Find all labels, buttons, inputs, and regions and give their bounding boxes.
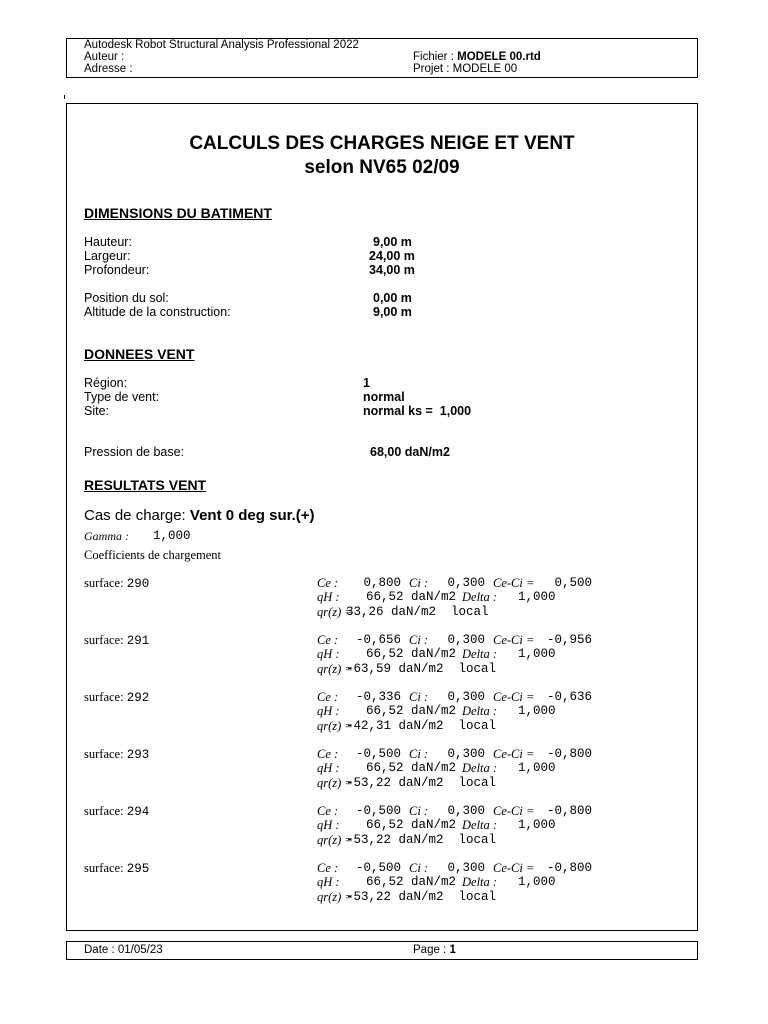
surface-291-ceci-label: Ce-Ci = bbox=[493, 633, 535, 647]
surface-292-ce-label: Ce : bbox=[317, 690, 339, 704]
surface-292-qrz-value: -42,31 daN/m2 local bbox=[346, 718, 497, 733]
gamma-value: 1,000 bbox=[153, 529, 191, 543]
software-name: Autodesk Robot Structural Analysis Professional 2022 bbox=[84, 39, 359, 51]
surface-label-text: surface: bbox=[84, 576, 124, 590]
surface-292-ceci-label: Ce-Ci = bbox=[493, 690, 535, 704]
surface-293-delta-label: Delta : bbox=[462, 761, 498, 776]
surface-290-qrz-value: 33,26 daN/m2 local bbox=[346, 604, 489, 619]
surface-295-ceci-label: Ce-Ci = bbox=[493, 861, 535, 875]
load-case bbox=[84, 507, 315, 524]
surface-295-delta-label: Delta : bbox=[462, 875, 498, 890]
surface-293-surface-label bbox=[84, 747, 149, 762]
surface-291-ceci-value: -0,956 bbox=[546, 633, 592, 647]
surface-290-ce-label: Ce : bbox=[317, 576, 339, 590]
gamma-label: Gamma : bbox=[84, 529, 129, 543]
report-footer bbox=[66, 941, 698, 960]
surface-id: 291 bbox=[126, 634, 150, 648]
surface-290-ci-value: 0,300 bbox=[447, 576, 485, 590]
depth-value: 34,00 m bbox=[369, 263, 415, 277]
wind-data-heading: DONNEES VENT bbox=[84, 346, 195, 362]
surface-293-qrz-value: -53,22 daN/m2 local bbox=[346, 775, 497, 790]
surface-290-ci-label: Ci : bbox=[409, 576, 429, 590]
surface-292-delta-value: 1,000 bbox=[518, 704, 556, 719]
surface-293-ce-label: Ce : bbox=[317, 747, 339, 761]
page-info bbox=[413, 944, 456, 956]
surface-293-delta-value: 1,000 bbox=[518, 761, 556, 776]
surface-290-qh-value: 66,52 daN/m2 bbox=[366, 590, 457, 605]
base-pressure-value: 68,00 daN/m2 bbox=[370, 445, 450, 459]
altitude-label: Altitude de la construction: bbox=[84, 305, 231, 319]
surface-290-delta-value: 1,000 bbox=[518, 590, 556, 605]
surface-292-ci-value: 0,300 bbox=[447, 690, 485, 704]
author-label: Auteur : bbox=[84, 51, 125, 63]
surface-292-qh-label: qH : bbox=[317, 704, 340, 719]
surface-291-ci-value: 0,300 bbox=[447, 633, 485, 647]
surface-295-ce-label: Ce : bbox=[317, 861, 339, 875]
page-number: 1 bbox=[449, 944, 456, 956]
file-label: Fichier : bbox=[413, 51, 454, 63]
results-heading: RESULTATS VENT bbox=[84, 477, 207, 493]
wind-type-label: Type de vent: bbox=[84, 390, 160, 404]
surface-295-ce-value: -0,500 bbox=[355, 861, 401, 875]
surface-294-delta-value: 1,000 bbox=[518, 818, 556, 833]
surface-292-ce-value: -0,336 bbox=[355, 690, 401, 704]
surface-id: 295 bbox=[126, 862, 150, 876]
surface-292-ceci-value: -0,636 bbox=[546, 690, 592, 704]
site-value: normal ks = 1,000 bbox=[363, 404, 472, 418]
surface-292-ci-label: Ci : bbox=[409, 690, 429, 704]
surface-294-ce-value: -0,500 bbox=[355, 804, 401, 818]
page-subtitle: selon NV65 02/09 bbox=[304, 157, 460, 178]
surface-293-ceci-value: -0,800 bbox=[546, 747, 592, 761]
coefficients-label: Coefficients de chargement bbox=[84, 548, 221, 562]
surface-291-ce-label: Ce : bbox=[317, 633, 339, 647]
surface-id: 293 bbox=[126, 748, 150, 762]
surface-294-ceci-value: -0,800 bbox=[546, 804, 592, 818]
surface-293-qrz-label: qr(z) = bbox=[317, 775, 353, 790]
surface-label-text: surface: bbox=[84, 690, 124, 704]
surface-292-qh-value: 66,52 daN/m2 bbox=[366, 704, 457, 719]
surface-295-delta-value: 1,000 bbox=[518, 875, 556, 890]
surface-294-ci-label: Ci : bbox=[409, 804, 429, 818]
page-title: CALCULS DES CHARGES NEIGE ET VENT bbox=[189, 133, 575, 154]
surface-291-ce-value: -0,656 bbox=[355, 633, 401, 647]
surface-id: 294 bbox=[126, 805, 150, 819]
surface-295-ci-value: 0,300 bbox=[447, 861, 485, 875]
surface-294-qh-value: 66,52 daN/m2 bbox=[366, 818, 457, 833]
surface-295-qrz-label: qr(z) = bbox=[317, 889, 353, 904]
height-value: 9,00 m bbox=[373, 235, 412, 249]
surface-291-surface-label bbox=[84, 633, 149, 648]
surface-294-delta-label: Delta : bbox=[462, 818, 498, 833]
surface-295-surface-label bbox=[84, 861, 149, 876]
surface-id: 292 bbox=[126, 691, 150, 705]
surface-295-qh-value: 66,52 daN/m2 bbox=[366, 875, 457, 890]
surface-label-text: surface: bbox=[84, 747, 124, 761]
margin-mark bbox=[64, 95, 65, 99]
surface-290-qrz-label: qr(z) = bbox=[317, 604, 353, 619]
surface-label-text: surface: bbox=[84, 804, 124, 818]
surface-294-surface-label bbox=[84, 804, 149, 819]
surface-label-text: surface: bbox=[84, 633, 124, 647]
surface-294-ci-value: 0,300 bbox=[447, 804, 485, 818]
surface-294-ce-label: Ce : bbox=[317, 804, 339, 818]
surface-291-qh-value: 66,52 daN/m2 bbox=[366, 647, 457, 662]
surface-291-ci-label: Ci : bbox=[409, 633, 429, 647]
report-header bbox=[66, 38, 698, 78]
address-label: Adresse : bbox=[84, 63, 133, 75]
surface-293-qh-label: qH : bbox=[317, 761, 340, 776]
ground-position-label: Position du sol: bbox=[84, 291, 169, 305]
surface-295-ci-label: Ci : bbox=[409, 861, 429, 875]
surface-label-text: surface: bbox=[84, 861, 124, 875]
surface-295-ceci-value: -0,800 bbox=[546, 861, 592, 875]
surface-294-ceci-label: Ce-Ci = bbox=[493, 804, 535, 818]
surface-294-qrz-label: qr(z) = bbox=[317, 832, 353, 847]
surface-294-qrz-value: -53,22 daN/m2 local bbox=[346, 832, 497, 847]
surface-290-ceci-value: 0,500 bbox=[554, 576, 592, 590]
region-value: 1 bbox=[363, 376, 370, 390]
surface-293-ce-value: -0,500 bbox=[355, 747, 401, 761]
surface-291-delta-value: 1,000 bbox=[518, 647, 556, 662]
surface-293-ci-label: Ci : bbox=[409, 747, 429, 761]
surface-292-delta-label: Delta : bbox=[462, 704, 498, 719]
surface-293-qh-value: 66,52 daN/m2 bbox=[366, 761, 457, 776]
surface-292-surface-label bbox=[84, 690, 149, 705]
surface-293-ceci-label: Ce-Ci = bbox=[493, 747, 535, 761]
surface-295-qrz-value: -53,22 daN/m2 local bbox=[346, 889, 497, 904]
date-label: Date : 01/05/23 bbox=[84, 944, 163, 956]
surface-290-qh-label: qH : bbox=[317, 590, 340, 605]
surface-290-surface-label bbox=[84, 576, 149, 591]
height-label: Hauteur: bbox=[84, 235, 132, 249]
surface-290-delta-label: Delta : bbox=[462, 590, 498, 605]
width-label: Largeur: bbox=[84, 249, 131, 263]
altitude-value: 9,00 m bbox=[373, 305, 412, 319]
page-label: Page : bbox=[413, 944, 447, 956]
ground-position-value: 0,00 m bbox=[373, 291, 412, 305]
surface-291-delta-label: Delta : bbox=[462, 647, 498, 662]
site-label: Site: bbox=[84, 404, 110, 418]
load-case-value: Vent 0 deg sur.(+) bbox=[189, 507, 315, 524]
surface-293-ci-value: 0,300 bbox=[447, 747, 485, 761]
surface-id: 290 bbox=[126, 577, 150, 591]
surface-291-qrz-label: qr(z) = bbox=[317, 661, 353, 676]
depth-label: Profondeur: bbox=[84, 263, 150, 277]
surface-294-qh-label: qH : bbox=[317, 818, 340, 833]
surface-291-qrz-value: -63,59 daN/m2 local bbox=[346, 661, 497, 676]
project-label: Projet : MODELE 00 bbox=[413, 63, 518, 75]
surface-290-ceci-label: Ce-Ci = bbox=[493, 576, 535, 590]
load-case-label: Cas de charge: bbox=[84, 507, 186, 524]
width-value: 24,00 m bbox=[369, 249, 415, 263]
wind-type-value: normal bbox=[363, 390, 405, 404]
region-label: Région: bbox=[84, 376, 128, 390]
base-pressure-label: Pression de base: bbox=[84, 445, 185, 459]
dimensions-heading: DIMENSIONS DU BATIMENT bbox=[84, 205, 272, 221]
surface-291-qh-label: qH : bbox=[317, 647, 340, 662]
surface-295-qh-label: qH : bbox=[317, 875, 340, 890]
surface-290-ce-value: 0,800 bbox=[363, 576, 401, 590]
surface-292-qrz-label: qr(z) = bbox=[317, 718, 353, 733]
file-value: MODELE 00.rtd bbox=[457, 51, 541, 63]
